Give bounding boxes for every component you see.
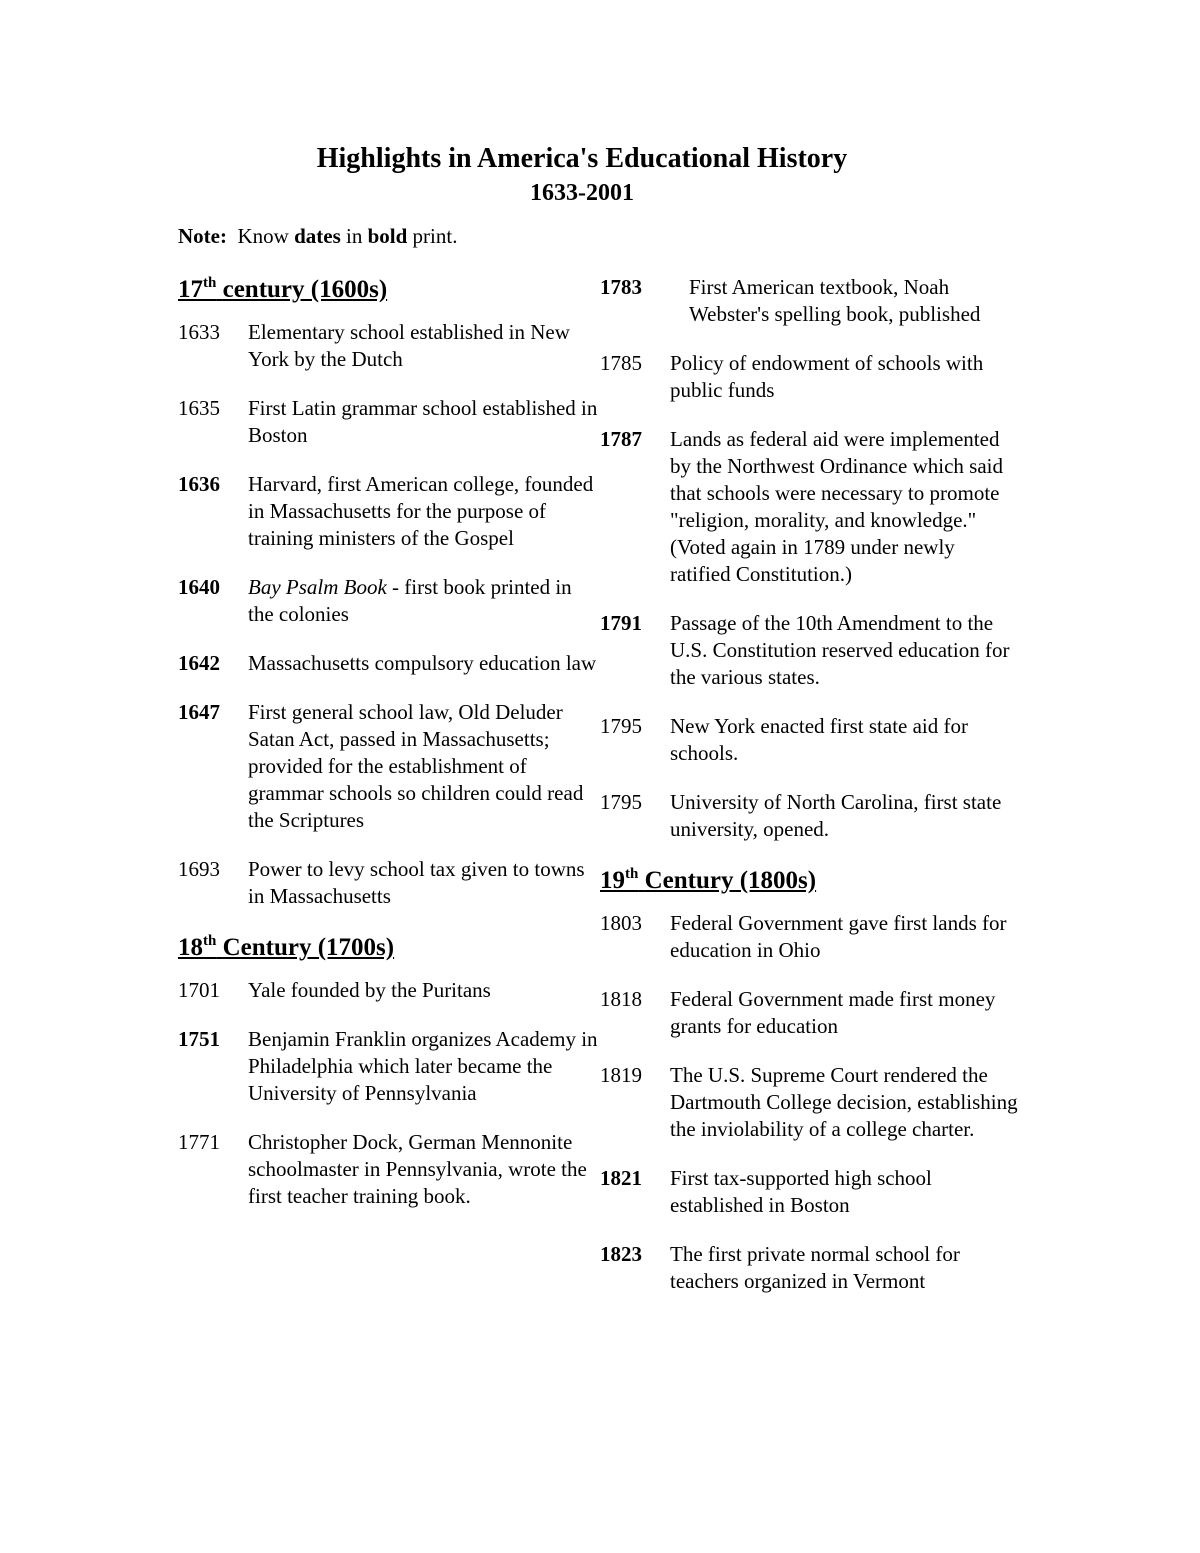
timeline-entry [178,1129,598,1210]
entry-text: Lands as federal aid were implemented by the Northwest Ordinance which said that schools were necessary to promote "religion, morality, and knowledge." (Voted again in 1789 under newly ratified Constitution.) [670,427,1003,586]
note-text-post: print. [412,224,458,248]
entry-text: Policy of endowment of schools with public funds [670,351,984,402]
entry-year: 1640 [178,575,220,599]
book-title: Bay Psalm Book [248,575,387,599]
entry-year: 1795 [600,714,642,738]
entry-year: 1635 [178,396,220,420]
entry-year: 1701 [178,978,220,1002]
entry-text: First American textbook, Noah Webster's spelling book, published [689,275,981,326]
section-heading-19th: 19th Century (1800s) [600,866,817,894]
entry-year: 1821 [600,1166,642,1190]
entry-text: The U.S. Supreme Court rendered the Dartmouth College decision, establishing the inviolability of a college charter. [670,1063,1018,1141]
timeline-entry [600,986,1020,1040]
timeline-entry [178,650,598,677]
entry-text: First general school law, Old Deluder Satan Act, passed in Massachusetts; provided for the establishment of grammar schools so children could read the Scriptures [248,700,584,832]
entry-text: Power to levy school tax given to towns in Massachusetts [248,857,585,908]
timeline-entry [178,699,598,834]
note-text-mid: in [346,224,363,248]
timeline-entry [600,1165,1020,1219]
entry-text: First Latin grammar school established in Boston [248,396,598,447]
entry-year: 1818 [600,987,642,1011]
entry-text: The first private normal school for teachers organized in Vermont [670,1242,960,1293]
entry-year: 1771 [178,1130,220,1154]
timeline-entry [178,1026,598,1107]
timeline-entry [600,426,1020,588]
entry-text: University of North Carolina, first state university, opened. [670,790,1002,841]
timeline-entry [178,319,598,373]
entry-text: Bay Psalm Book - first book printed in the colonies [248,575,572,626]
page-subtitle: 1633-2001 [530,180,634,206]
section-heading-17th: 17th century (1600s) [178,275,388,303]
timeline-entry [600,713,1020,767]
right-column [600,274,1020,1317]
entry-text: Harvard, first American college, founded in Massachusetts for the purpose of training ministers of the Gospel [248,472,594,550]
entry-year: 1633 [178,320,220,344]
timeline-entry [600,910,1020,964]
entry-year: 1693 [178,857,220,881]
entry-text: Passage of the 10th Amendment to the U.S. Constitution reserved education for the various states. [670,611,1010,689]
entry-year: 1642 [178,651,220,675]
timeline-entry [600,274,1020,328]
section-heading-18th: 18th Century (1700s) [178,933,395,961]
note-line [178,222,457,250]
timeline-entry [600,350,1020,404]
timeline-entry [178,395,598,449]
entry-year: 1785 [600,351,642,375]
note-text-pre: Know [237,224,289,248]
left-column [178,274,598,1232]
entry-text: Yale founded by the Puritans [248,978,491,1002]
entry-text: New York enacted first state aid for schools. [670,714,968,765]
page-title: Highlights in America's Educational History [316,143,848,174]
timeline-entry [600,610,1020,691]
entry-text: Christopher Dock, German Mennonite schoolmaster in Pennsylvania, wrote the first teacher training book. [248,1130,587,1208]
note-bold-bold: bold [367,224,408,248]
entry-year: 1636 [178,472,220,496]
entry-year: 1751 [178,1027,220,1051]
entry-year: 1803 [600,911,642,935]
note-label: Note: [178,224,227,248]
entry-year: 1791 [600,611,642,635]
timeline-entry [178,856,598,910]
entry-year: 1823 [600,1242,642,1266]
timeline-entry [600,1062,1020,1143]
entry-text: Federal Government gave first lands for education in Ohio [670,911,1007,962]
entry-year: 1647 [178,700,220,724]
entry-year: 1787 [600,427,642,451]
timeline-entry [600,1241,1020,1295]
entry-text: Benjamin Franklin organizes Academy in Philadelphia which later became the University of Pennsylvania [248,1027,598,1105]
entry-year: 1783 [600,275,642,299]
note-bold-dates: dates [294,224,341,248]
timeline-entry [178,977,598,1004]
timeline-entry [178,471,598,552]
entry-text: Elementary school established in New York by the Dutch [248,320,570,371]
entry-year: 1819 [600,1063,642,1087]
entry-text: First tax-supported high school established in Boston [670,1166,932,1217]
timeline-entry [178,574,598,628]
timeline-entry [600,789,1020,843]
entry-text: Massachusetts compulsory education law [248,651,597,675]
entry-text: Federal Government made first money grants for education [670,987,996,1038]
entry-year: 1795 [600,790,642,814]
